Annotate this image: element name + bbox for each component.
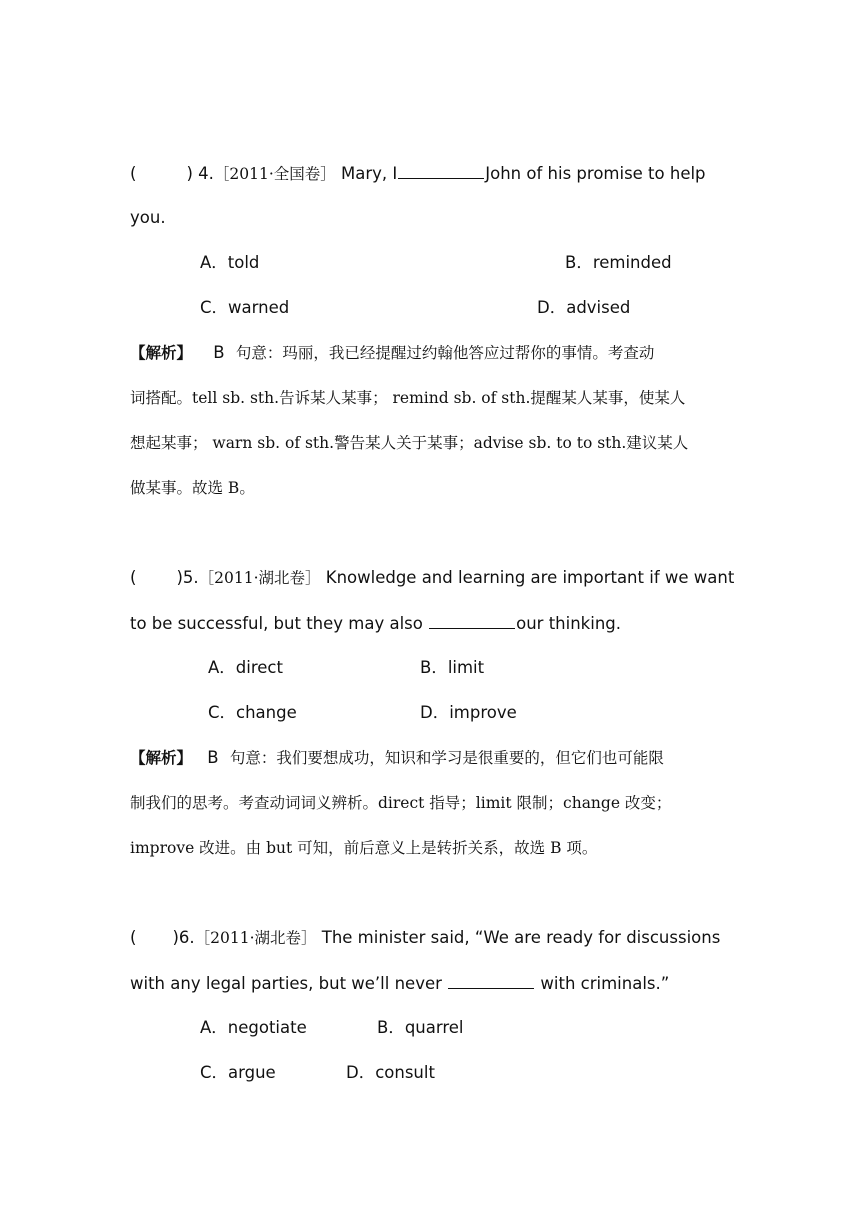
analysis-text: 句意：我们要想成功，知识和学习是很重要的，但它们也可能限 (229, 749, 664, 767)
stem-text: Knowledge and learning are important if we want (325, 568, 735, 587)
question-5-stem (130, 567, 740, 589)
option-a: A．direct (208, 658, 283, 677)
question-source: ［2011·湖北卷］ (194, 929, 317, 947)
option-c: C．argue (200, 1063, 276, 1082)
analysis-line (130, 342, 740, 364)
question-source: ［2011·湖北卷］ (198, 569, 321, 587)
answer-paren-open: ( (130, 568, 137, 587)
analysis-text: 句意：玛丽，我已经提醒过约翰他答应过帮你的事情。考查动 (235, 344, 655, 362)
analysis-line: improve 改进。由 but 可知，前后意义上是转折关系，故选 B 项。 (130, 839, 598, 857)
answer-blank (448, 972, 534, 989)
stem-text: our thinking. (516, 614, 621, 633)
analysis-line: 想起某事； warn sb. of sth.警告某人关于某事；advise sb. to to sth.建议某人 (130, 434, 689, 452)
answer-letter: B (213, 343, 225, 362)
option-a: A．negotiate (200, 1018, 307, 1037)
option-b: B．quarrel (377, 1018, 464, 1037)
question-6-stem (130, 927, 740, 949)
analysis-tag: 【解析】 (130, 748, 193, 767)
analysis-line: 做某事。故选 B。 (130, 479, 255, 497)
answer-blank (398, 162, 484, 179)
option-d: D．improve (420, 703, 517, 722)
option-c: C．warned (200, 298, 290, 317)
option-d: D．advised (537, 298, 631, 317)
analysis-line: 制我们的思考。考查动词词义辨析。direct 指导；limit 限制；change 改变； (130, 794, 672, 812)
question-4-stem-line2: you. (130, 208, 166, 227)
answer-paren-close: ) (186, 164, 193, 183)
stem-text: with any legal parties, but we’ll never (130, 974, 442, 993)
stem-text: Mary, I (341, 164, 398, 183)
option-b: B．reminded (565, 253, 672, 272)
answer-paren-close: ) (176, 568, 183, 587)
analysis-tag: 【解析】 (130, 343, 193, 362)
answer-blank (429, 612, 515, 629)
question-source: ［2011·全国卷］ (213, 165, 336, 183)
answer-paren-open: ( (130, 164, 137, 183)
question-6-stem-line2 (130, 972, 740, 995)
question-4-stem (130, 162, 740, 185)
stem-text: with criminals.” (540, 974, 670, 993)
option-b: B．limit (420, 658, 485, 677)
answer-paren-open: ( (130, 928, 137, 947)
option-a: A．told (200, 253, 260, 272)
answer-letter: B (207, 748, 219, 767)
question-5-stem-line2 (130, 612, 740, 635)
stem-text: John of his promise to help (485, 164, 706, 183)
stem-text: The minister said, “We are ready for discussions (321, 928, 721, 947)
question-number: 5. (182, 568, 199, 587)
answer-paren-close: ) (172, 928, 179, 947)
stem-text: to be successful, but they may also (130, 614, 423, 633)
question-number: 6. (178, 928, 195, 947)
analysis-line (130, 747, 740, 769)
question-number: 4. (198, 164, 214, 183)
option-d: D．consult (346, 1063, 435, 1082)
option-c: C．change (208, 703, 297, 722)
analysis-line: 词搭配。tell sb. sth.告诉某人某事； remind sb. of sth.提醒某人某事，使某人 (130, 389, 686, 407)
